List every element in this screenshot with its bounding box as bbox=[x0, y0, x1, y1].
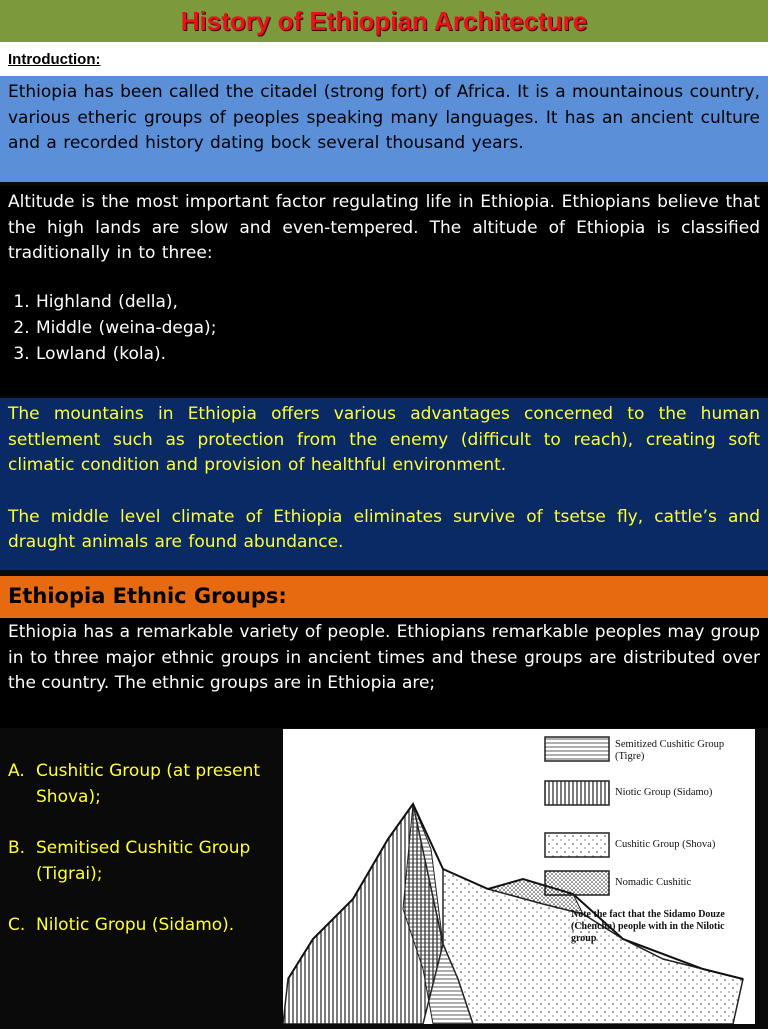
legend-swatch-nomadic bbox=[545, 871, 609, 895]
legend-swatch-nilotic bbox=[545, 781, 609, 805]
ethnic-heading-bar bbox=[0, 576, 768, 618]
legend-label-cushitic: Cushitic Group (Shova) bbox=[615, 839, 716, 850]
title-bar bbox=[0, 0, 768, 42]
altitude-paragraph: Altitude is the most important factor regulating life in Ethiopia. Ethiopians believe that the high lands are slow and even-tempered. The altitude of Ethiopia is classified traditionally in to three: bbox=[8, 192, 760, 263]
list-marker: C. bbox=[8, 915, 26, 935]
ethnic-intro-section bbox=[0, 618, 768, 728]
legend-label-nilotic: Niotic Group (Sidamo) bbox=[615, 787, 713, 798]
legend-swatch-cushitic bbox=[545, 833, 609, 857]
list-item: 1. Highland (della), bbox=[36, 289, 760, 315]
list-item-text: Semitised Cushitic Group (Tigrai); bbox=[36, 838, 251, 884]
map-note: Note the fact that the Sidamo Douze (Chencha) people with in the Nilotic group bbox=[571, 909, 725, 944]
altitude-list bbox=[8, 289, 760, 367]
list-item bbox=[8, 835, 276, 887]
list-marker: B. bbox=[8, 838, 26, 858]
ethnic-group-list bbox=[8, 758, 276, 963]
list-item-text: Cushitic Group (at present Shova); bbox=[36, 761, 261, 807]
list-item bbox=[8, 912, 276, 938]
ethnic-map-figure bbox=[283, 729, 755, 1024]
mountains-section bbox=[0, 398, 768, 570]
ethnic-heading: Ethiopia Ethnic Groups: bbox=[8, 584, 287, 608]
ethnic-paragraph: Ethiopia has a remarkable variety of people. Ethiopians remarkable peoples may group in to three major ethnic groups in ancient times and these groups are distributed over the country. The ethnic groups are in Ethiopia are; bbox=[8, 622, 760, 693]
mountains-paragraph: The mountains in Ethiopia offers various advantages concerned to the human settlement such as protection from the enemy (difficult to reach), creating soft climatic condition and provision of healthful environment. bbox=[8, 404, 760, 475]
list-marker: A. bbox=[8, 761, 25, 781]
legend-label-semitized: Semitized Cushitic Group (Tigre) bbox=[615, 739, 725, 762]
page-title: History of Ethiopian Architecture bbox=[180, 5, 588, 36]
legend-label-nomadic: Nomadic Cushitic bbox=[615, 877, 692, 888]
list-item-text: Nilotic Gropu (Sidamo). bbox=[36, 915, 235, 935]
legend-swatch-semitized bbox=[545, 737, 609, 761]
intro-label: Introduction: bbox=[8, 51, 101, 68]
list-item: 3. Lowland (kola). bbox=[36, 341, 760, 367]
climate-paragraph: The middle level climate of Ethiopia eliminates survive of tsetse fly, cattle’s and draught animals are found abundance. bbox=[8, 506, 760, 552]
intro-paragraph: Ethiopia has been called the citadel (strong fort) of Africa. It is a mountainous country, various etheric groups of peoples speaking many languages. It has an ancient culture and a recorded history dating bock several thousand years. bbox=[8, 82, 760, 153]
altitude-section bbox=[0, 186, 768, 396]
list-item: 2. Middle (weina-dega); bbox=[36, 315, 760, 341]
intro-section bbox=[0, 76, 768, 182]
intro-label-bar bbox=[0, 42, 768, 76]
list-item bbox=[8, 758, 276, 810]
